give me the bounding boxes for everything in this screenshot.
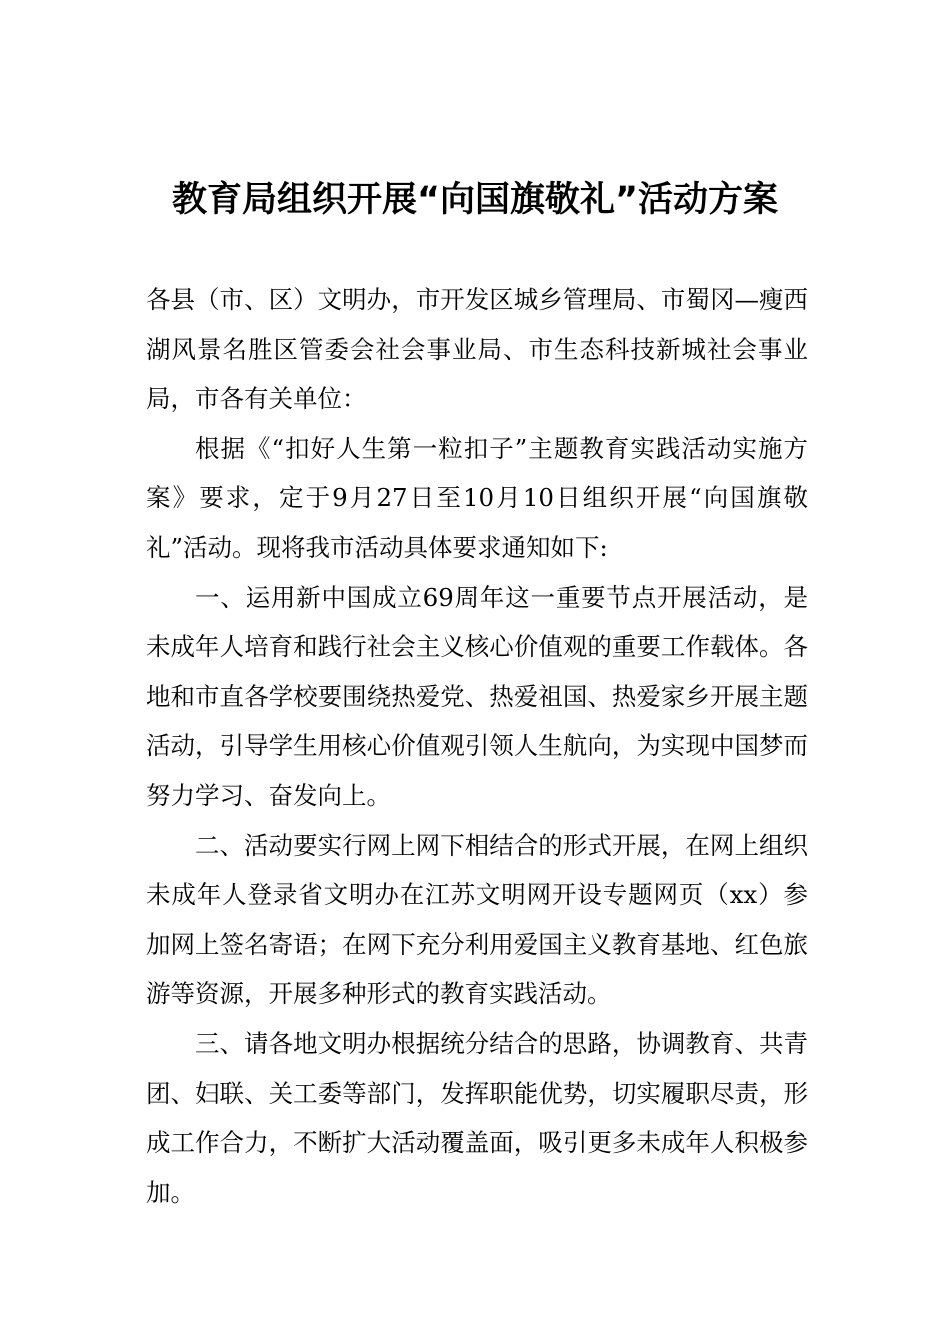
body-paragraph: 一、运用新中国成立69周年这一重要节点开展活动，是未成年人培育和践行社会主义核心价值观的重要工作载体。各地和市直各学校要围绕热爱党、热爱祖国、热爱家乡开展主题活动，引导学生用核心价值观引领人生航向，为实现中国梦而努力学习、奋发向上。 [146, 582, 808, 810]
document-body [146, 275, 808, 1217]
body-paragraph: 三、请各地文明办根据统分结合的思路，协调教育、共青团、妇联、关工委等部门，发挥职能优势，切实履职尽责，形成工作合力，不断扩大活动覆盖面，吸引更多未成年人积极参加。 [146, 1028, 808, 1207]
salutation-paragraph: 各县（市、区）文明办，市开发区城乡管理局、市蜀冈—瘦西湖风景名胜区管委会社会事业局、市生态科技新城社会事业局，市各有关单位： [146, 285, 808, 414]
document-title: 教育局组织开展“向国旗敬礼”活动方案 [171, 180, 778, 220]
body-paragraph: 根据《“扣好人生第一粒扣子”主题教育实践活动实施方案》要求，定于9月27日至10月10日组织开展“向国旗敬礼”活动。现将我市活动具体要求通知如下: [146, 433, 808, 562]
body-paragraph: 二、活动要实行网上网下相结合的形式开展，在网上组织未成年人登录省文明办在江苏文明网开设专题网页（xx）参加网上签名寄语；在网下充分利用爱国主义教育基地、红色旅游等资源，开展多种形式的教育实践活动。 [146, 830, 808, 1009]
